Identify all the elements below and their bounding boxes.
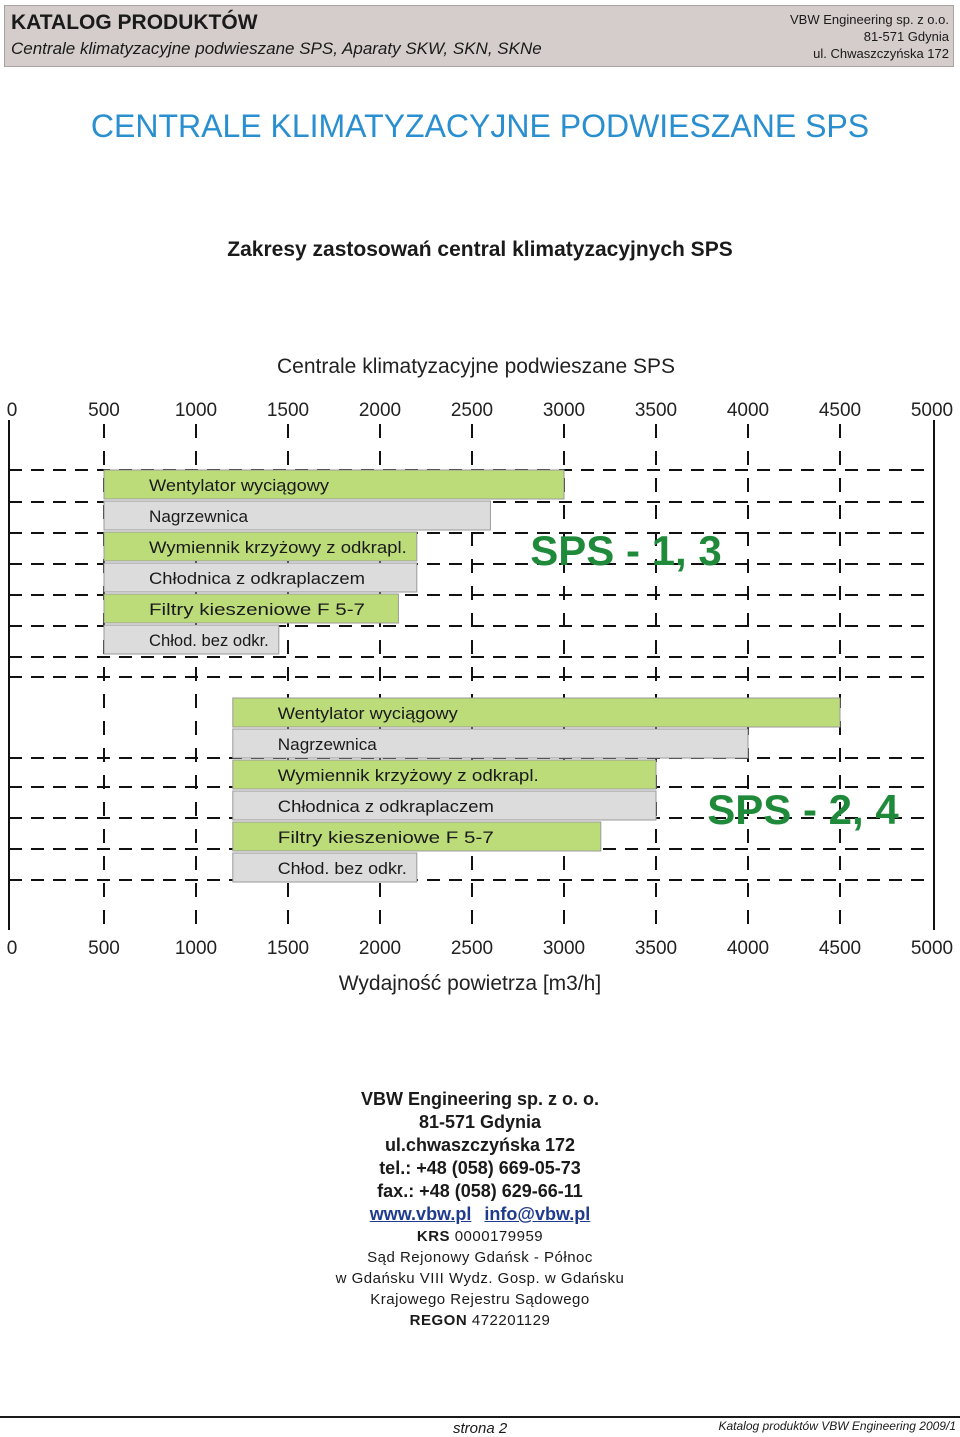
catalog-edition: Katalog produktów VBW Engineering 2009/1 bbox=[718, 1419, 956, 1433]
section-title: Zakresy zastosowań central klimatyzacyjnych SPS bbox=[227, 238, 733, 261]
contact-fax: fax.: +48 (058) 629-66-11 bbox=[377, 1181, 583, 1201]
contact-city: 81-571 Gdynia bbox=[418, 1112, 542, 1132]
regon-label: REGON bbox=[409, 1312, 468, 1329]
tick-label-bottom-8: 4000 bbox=[726, 938, 770, 959]
page-header bbox=[4, 5, 954, 67]
website-link[interactable]: www.vbw.pl bbox=[369, 1204, 472, 1224]
bar-label-g1-3: Wymiennik krzyżowy z odkrapl. bbox=[149, 538, 407, 557]
tick-label-bottom-10: 5000 bbox=[910, 938, 954, 959]
krs-line bbox=[0, 1226, 960, 1247]
court-line-1: Sąd Rejonowy Gdańsk - Północ bbox=[367, 1249, 593, 1266]
court-line-3: Krajowego Rejestru Sądowego bbox=[370, 1291, 590, 1308]
contact-company: VBW Engineering sp. z o. o. bbox=[360, 1089, 599, 1109]
bar-label-g2-5: Filtry kieszeniowe F 5-7 bbox=[277, 828, 494, 847]
contact-street: ul.chwaszczyńska 172 bbox=[384, 1135, 576, 1155]
krs-label: KRS bbox=[416, 1228, 451, 1245]
bar-label-g1-5: Filtry kieszeniowe F 5-7 bbox=[149, 600, 365, 619]
tick-label-bottom-1: 500 bbox=[88, 938, 120, 959]
regon-value: 472201129 bbox=[471, 1312, 551, 1329]
tick-label-bottom-0: 0 bbox=[6, 938, 18, 959]
bar-label-g1-2: Nagrzewnica bbox=[149, 507, 249, 526]
bar-label-g1-1: Wentylator wyciągowy bbox=[149, 476, 330, 495]
tick-label-top-7: 3500 bbox=[634, 400, 678, 421]
contact-block bbox=[0, 1088, 960, 1331]
bar-label-g1-4: Chłodnica z odkraplaczem bbox=[149, 569, 365, 588]
bar-label-g2-3: Wymiennik krzyżowy z odkrapl. bbox=[277, 766, 539, 785]
tick-label-top-5: 2500 bbox=[450, 400, 494, 421]
tick-label-bottom-3: 1500 bbox=[266, 938, 310, 959]
email-link[interactable]: info@vbw.pl bbox=[484, 1204, 591, 1224]
tick-label-bottom-9: 4500 bbox=[818, 938, 862, 959]
header-company: VBW Engineering sp. z o.o. bbox=[790, 12, 949, 27]
tick-label-bottom-6: 3000 bbox=[542, 938, 586, 959]
tick-label-top-9: 4500 bbox=[818, 400, 862, 421]
contact-links bbox=[0, 1203, 960, 1226]
bar-label-g2-6: Chłod. bez odkr. bbox=[277, 859, 407, 878]
tick-label-top-1: 500 bbox=[88, 400, 120, 421]
header-address bbox=[790, 11, 949, 62]
bar-label-g2-4: Chłodnica z odkraplaczem bbox=[277, 797, 494, 816]
catalog-subtitle: Centrale klimatyzacyjne podwieszane SPS, Aparaty SKW, SKN, SKNe bbox=[11, 39, 542, 58]
tick-label-bottom-2: 1000 bbox=[174, 938, 218, 959]
page-number: strona 2 bbox=[453, 1420, 508, 1437]
bar-label-g2-2: Nagrzewnica bbox=[277, 735, 378, 754]
group-label-2: SPS - 2, 4 bbox=[707, 786, 899, 833]
tick-label-top-3: 1500 bbox=[266, 400, 310, 421]
krs-value: 0000179959 bbox=[454, 1228, 544, 1245]
catalog-title: KATALOG PRODUKTÓW bbox=[11, 11, 258, 34]
chart-title: Centrale klimatyzacyjne podwieszane SPS bbox=[276, 355, 676, 378]
tick-label-top-0: 0 bbox=[6, 400, 18, 421]
bar-label-g2-1: Wentylator wyciągowy bbox=[277, 704, 459, 723]
tick-label-top-2: 1000 bbox=[174, 400, 218, 421]
tick-label-bottom-5: 2500 bbox=[450, 938, 494, 959]
capacity-chart bbox=[0, 340, 960, 1000]
group-label-1: SPS - 1, 3 bbox=[530, 527, 722, 574]
tick-label-bottom-7: 3500 bbox=[634, 938, 678, 959]
tick-label-top-10: 5000 bbox=[910, 400, 954, 421]
footer-divider bbox=[0, 1416, 960, 1418]
tick-label-bottom-4: 2000 bbox=[358, 938, 402, 959]
tick-label-top-8: 4000 bbox=[726, 400, 770, 421]
regon-line bbox=[0, 1310, 960, 1331]
header-street: ul. Chwaszczyńska 172 bbox=[813, 46, 949, 61]
header-city: 81-571 Gdynia bbox=[863, 29, 949, 44]
page-title: CENTRALE KLIMATYZACYJNE PODWIESZANE SPS bbox=[90, 108, 870, 144]
x-axis-label: Wydajność powietrza [m3/h] bbox=[338, 972, 602, 995]
bar-label-g1-6: Chłod. bez odkr. bbox=[149, 631, 269, 650]
tick-label-top-6: 3000 bbox=[542, 400, 586, 421]
court-line-2: w Gdańsku VIII Wydz. Gosp. w Gdańsku bbox=[335, 1270, 625, 1287]
tick-label-top-4: 2000 bbox=[358, 400, 402, 421]
contact-tel: tel.: +48 (058) 669-05-73 bbox=[379, 1158, 581, 1178]
